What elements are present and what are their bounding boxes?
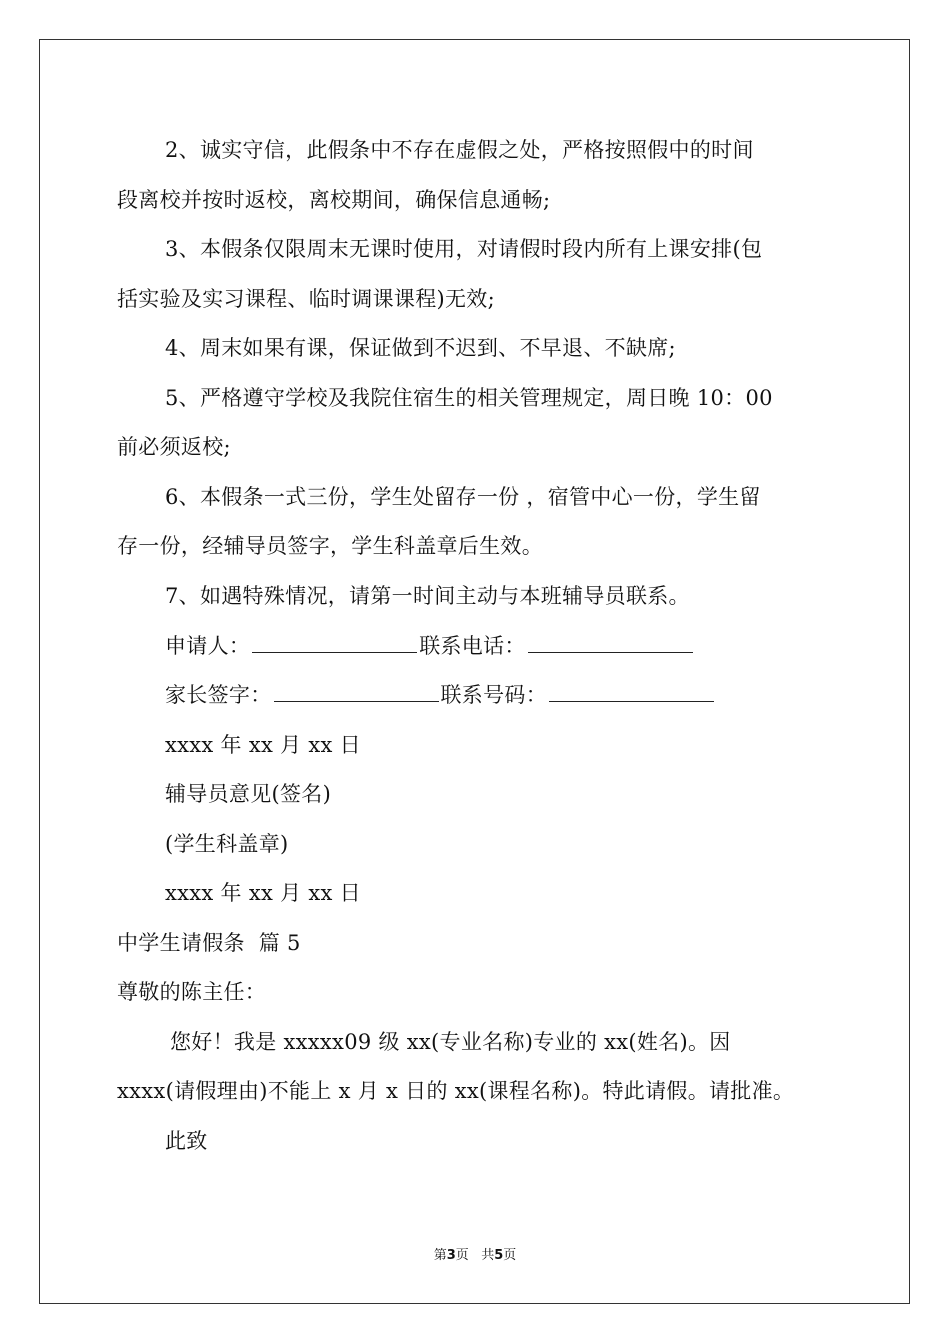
rule-5-line-2: 前必须返校; xyxy=(117,435,231,459)
body-line-1: 您好！我是 xxxxx09 级 xx(专业名称)专业的 xx(姓名)。因 xyxy=(170,1030,731,1054)
page-footer xyxy=(0,1247,950,1265)
page-frame xyxy=(39,39,910,1304)
closing: 此致 xyxy=(165,1129,208,1153)
counselor-opinion: 辅导员意见(签名) xyxy=(165,782,332,806)
date-line-1: xxxx 年 xx 月 xx 日 xyxy=(165,733,361,757)
rule-6-line-1: 6、本假条一式三份，学生处留存一份 ，宿管中心一份，学生留 xyxy=(165,485,761,509)
rule-2-line-2: 段离校并按时返校，离校期间，确保信息通畅; xyxy=(117,188,551,212)
body-line-2: xxxx(请假理由)不能上 x 月 x 日的 xx(课程名称)。特此请假。请批准。 xyxy=(117,1079,795,1103)
section-title: 中学生请假条 篇 5 xyxy=(117,931,301,955)
parent-sign-label: 家长签字： xyxy=(165,683,272,707)
footer-prefix: 第 xyxy=(433,1248,447,1263)
salutation: 尊敬的陈主任： xyxy=(117,980,267,1004)
applicant-label: 申请人： xyxy=(165,634,251,658)
rule-5-line-1: 5、严格遵守学校及我院住宿生的相关管理规定，周日晚 10：00 xyxy=(165,386,773,410)
applicant-row xyxy=(165,632,695,660)
applicant-blank xyxy=(252,634,417,653)
rule-3-line-2: 括实验及实习课程、临时调课课程)无效; xyxy=(117,287,495,311)
applicant-phone-blank xyxy=(528,634,693,653)
applicant-phone-label: 联系电话： xyxy=(419,634,526,658)
rule-7-line: 7、如遇特殊情况，请第一时间主动与本班辅导员联系。 xyxy=(165,584,690,608)
footer-current-page: 3 xyxy=(446,1248,456,1263)
date-line-2: xxxx 年 xx 月 xx 日 xyxy=(165,881,361,905)
rule-3-line-1: 3、本假条仅限周末无课时使用，对请假时段内所有上课安排(包 xyxy=(165,237,763,261)
parent-phone-label: 联系号码： xyxy=(440,683,547,707)
footer-suffix: 页 xyxy=(503,1248,517,1263)
rule-4-line: 4、周末如果有课，保证做到不迟到、不早退、不缺席; xyxy=(165,336,676,360)
footer-middle: 页 共 xyxy=(455,1248,495,1263)
rule-6-line-2: 存一份，经辅导员签字，学生科盖章后生效。 xyxy=(117,534,543,558)
parent-phone-blank xyxy=(549,683,714,702)
student-dept-seal: (学生科盖章) xyxy=(165,832,289,856)
footer-total-pages: 5 xyxy=(494,1248,504,1263)
parent-sign-blank xyxy=(274,683,439,702)
parent-row xyxy=(165,681,716,709)
rule-2-line-1: 2、诚实守信，此假条中不存在虚假之处，严格按照假中的时间 xyxy=(165,138,754,162)
